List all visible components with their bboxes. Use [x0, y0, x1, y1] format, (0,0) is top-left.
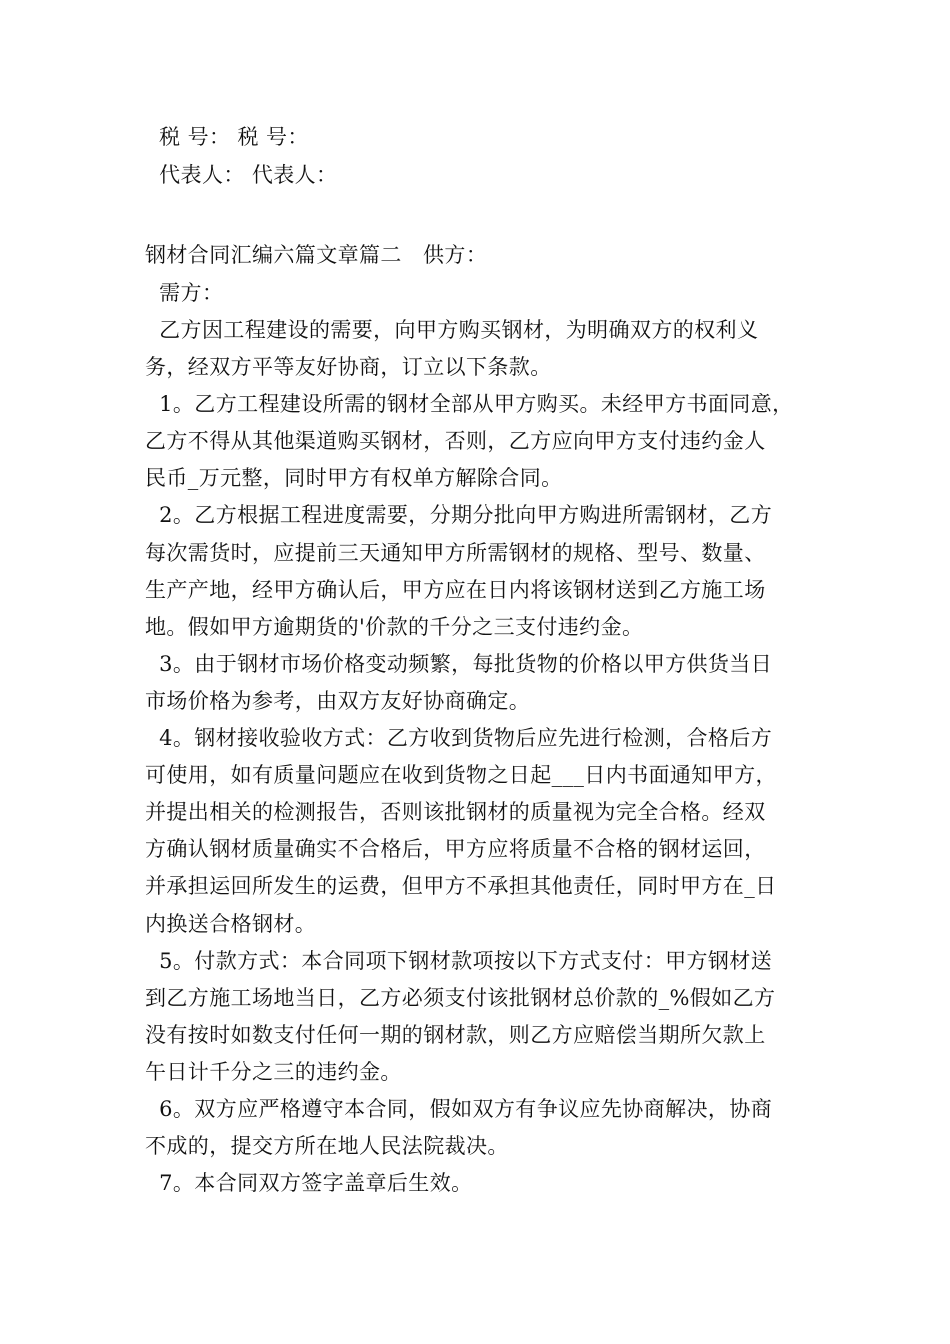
- paragraph-line: 7。本合同双方签字盖章后生效。: [145, 1171, 473, 1196]
- paragraph-line: 生产产地，经甲方确认后，甲方应在日内将该钢材送到乙方施工场: [145, 577, 766, 602]
- paragraph-line: 6。双方应严格遵守本合同，假如双方有争议应先协商解决，协商: [145, 1096, 773, 1121]
- paragraph-line: 没有按时如数支付任何一期的钢材款，则乙方应赔偿当期所欠款上: [145, 1022, 766, 1047]
- contract-heading: 钢材合同汇编六篇文章篇二 供方：: [145, 243, 488, 267]
- paragraph-clause-4: [145, 720, 815, 943]
- paragraph-line: 可使用，如有质量问题应在收到货物之日起___日内书面通知甲方，: [145, 763, 777, 788]
- paragraph-line: 市场价格为参考，由双方友好协商确定。: [145, 688, 531, 713]
- paragraph-line: 并提出相关的检测报告，否则该批钢材的质量视为完全合格。经双: [145, 800, 766, 825]
- paragraph-line: 地。假如甲方逾期货的'价款的千分之三支付违约金。: [145, 614, 644, 639]
- paragraph-line: 午日计千分之三的违约金。: [145, 1059, 402, 1084]
- paragraph-line: 3。由于钢材市场价格变动频繁，每批货物的价格以甲方供货当日: [145, 651, 773, 676]
- contract-clauses: [145, 312, 815, 1202]
- paragraph-line: 到乙方施工场地当日，乙方必须支付该批钢材总价款的_%假如乙方: [145, 985, 776, 1010]
- representative-line: 代表人： 代表人：: [145, 163, 338, 187]
- paragraph-line: 务，经双方平等友好协商，订立以下条款。: [145, 355, 552, 380]
- paragraph-line: 2。乙方根据工程进度需要，分期分批向甲方购进所需钢材，乙方: [145, 503, 773, 528]
- paragraph-clause-5: [145, 943, 815, 1091]
- buyer-line: 需方：: [145, 281, 224, 305]
- signature-block: [145, 118, 815, 194]
- paragraph-clause-3: [145, 646, 815, 720]
- paragraph-clause-6: [145, 1091, 815, 1165]
- paragraph-line: 方确认钢材质量确实不合格后，甲方应将质量不合格的钢材运回，: [145, 837, 766, 862]
- paragraph-line: 民币_万元整，同时甲方有权单方解除合同。: [145, 466, 563, 491]
- paragraph-line: 1。乙方工程建设所需的钢材全部从甲方购买。未经甲方书面同意，: [145, 392, 794, 417]
- paragraph-line: 每次需货时，应提前三天通知甲方所需钢材的规格、型号、数量、: [145, 540, 766, 565]
- paragraph-clause-1: [145, 386, 815, 497]
- paragraph-line: 并承担运回所发生的运费，但甲方不承担其他责任，同时甲方在_日: [145, 874, 777, 899]
- paragraph-line: 内换送合格钢材。: [145, 911, 317, 936]
- document-body: [145, 118, 815, 1202]
- paragraph-line: 乙方不得从其他渠道购买钢材，否则，乙方应向甲方支付违约金人: [145, 429, 766, 454]
- paragraph-line: 5。付款方式：本合同项下钢材款项按以下方式支付：甲方钢材送: [145, 948, 773, 973]
- section-gap: [145, 194, 815, 236]
- paragraph-clause-7: [145, 1165, 815, 1202]
- paragraph-line: 4。钢材接收验收方式：乙方收到货物后应先进行检测，合格后方: [145, 726, 773, 751]
- paragraph-line: 乙方因工程建设的需要，向甲方购买钢材，为明确双方的权利义: [145, 318, 759, 342]
- paragraph-intro: [145, 312, 815, 386]
- paragraph-line: 不成的，提交方所在地人民法院裁决。: [145, 1134, 509, 1159]
- tax-number-line: 税 号： 税 号：: [145, 125, 309, 149]
- paragraph-clause-2: [145, 497, 815, 645]
